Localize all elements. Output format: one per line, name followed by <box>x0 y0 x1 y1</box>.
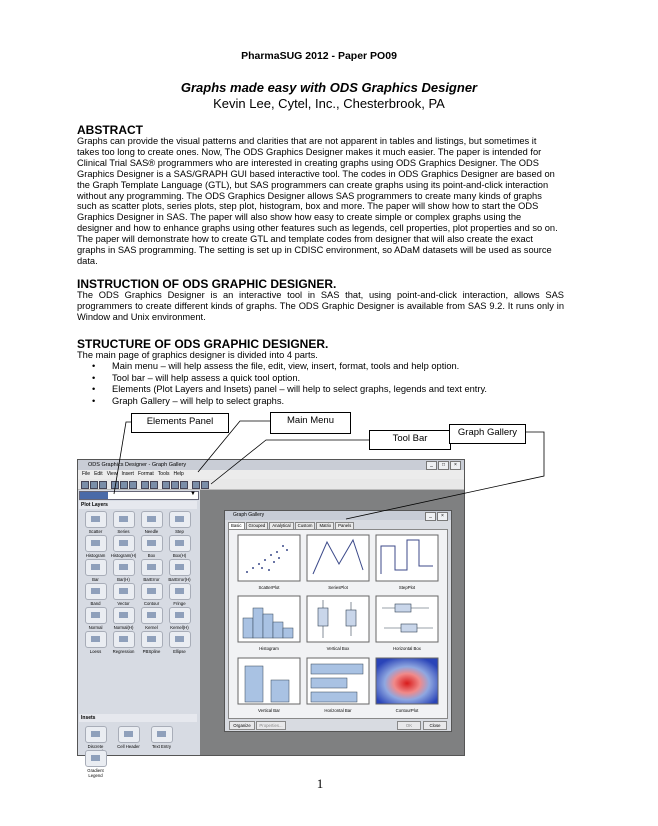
bullet-graph-gallery: • Graph Gallery – will help to select graphs. <box>92 396 487 408</box>
plot-element-icon <box>113 511 135 528</box>
inset-icon <box>85 726 107 743</box>
contour-thumb <box>376 658 438 704</box>
insets-label: Insets <box>79 714 197 722</box>
menu-item-file[interactable]: File <box>82 471 91 477</box>
plot-element-icon <box>141 583 163 600</box>
vertical-box-thumb <box>307 596 369 642</box>
paste-icon <box>129 481 137 489</box>
gallery-label-contourplot: ContourPlot <box>395 708 419 713</box>
minimize-icon: _ <box>426 461 437 470</box>
structure-intro: The main page of graphics designer is divided into 4 parts. <box>77 350 318 360</box>
gallery-close-icon: × <box>437 512 448 521</box>
inset-discrete-legend[interactable] <box>82 726 109 750</box>
element-label: Histogram <box>85 553 106 558</box>
grid-icon <box>162 481 170 489</box>
element-barerror[interactable] <box>138 559 165 583</box>
abstract-line: the Graph Template Language (GTL), but SAS programmers can create graphs using its point-and-click interaction <box>77 179 549 190</box>
element-label: Band <box>90 601 101 606</box>
element-label: Bar(H) <box>117 577 130 582</box>
save-icon <box>99 481 107 489</box>
gallery-body <box>228 529 448 719</box>
plot-element-icon <box>141 631 163 648</box>
gallery-label-horizontal-bar: Horizontal Bar <box>324 708 352 713</box>
paper-author: Kevin Lee, Cytel, Inc., Chesterbrook, PA <box>213 96 445 111</box>
element-step[interactable] <box>166 511 193 535</box>
element-label: Ellipse <box>173 649 186 654</box>
gallery-label-vertical-bar: Vertical Bar <box>258 708 280 713</box>
inset-label: Cell Header <box>117 744 140 749</box>
gallery-tab-grouped[interactable]: Grouped <box>246 522 269 530</box>
redo-icon <box>150 481 158 489</box>
abstract-line: designer and how to enhance graphs using other features such as legends, cell properties, plot properties and so on. <box>77 223 558 234</box>
page-number: 1 <box>316 776 324 791</box>
inset-text-entry[interactable] <box>148 726 175 750</box>
abstract-line: Clinical Trial SAS® programmers who are interested in creating graphs using ODS Graphics Designer. The ODS <box>77 157 539 168</box>
inset-icon <box>151 726 173 743</box>
element-box[interactable] <box>138 535 165 559</box>
insets-grid <box>82 726 175 778</box>
main-menu <box>78 470 464 479</box>
abstract-line: such as scatter plots, series plots, step plot, histogram, box and more. The paper will show how to start the ODS <box>77 201 539 212</box>
gallery-label-histogram: Histogram <box>259 646 279 651</box>
element-loess[interactable] <box>82 631 109 655</box>
element-histogram-h-[interactable] <box>110 535 137 559</box>
menu-item-insert[interactable]: Insert <box>121 471 134 477</box>
close-icon: × <box>450 461 461 470</box>
element-normal-h-[interactable] <box>110 607 137 631</box>
menu-item-format[interactable]: Format <box>137 471 154 477</box>
element-normal[interactable] <box>82 607 109 631</box>
inset-label: Text Entry <box>151 744 172 749</box>
plot-element-icon <box>113 535 135 552</box>
instruction-text: The ODS Graphics Designer is an interactive tool in SAS that, using point-and-click interaction, allows SAS programmers to create different kinds of graphs. The ODS Graphic Designer is available from SAS 9.2. It runs only in Window and Unix environment. <box>77 290 564 322</box>
gallery-thumbnails <box>229 530 447 718</box>
menu-item-tools[interactable]: Tools <box>157 471 170 477</box>
maximize-icon: □ <box>438 461 449 470</box>
structure-heading: STRUCTURE OF ODS GRAPHIC DESIGNER. <box>77 337 329 351</box>
menu-item-edit[interactable]: Edit <box>94 471 103 477</box>
menu-item-help[interactable]: Help <box>173 471 184 477</box>
element-regression[interactable] <box>110 631 137 655</box>
element-label: Fringe <box>173 601 186 606</box>
gallery-tab-matrix[interactable]: Matrix <box>316 522 334 530</box>
gallery-tab-basic[interactable]: Basic <box>228 522 245 530</box>
plot-element-icon <box>169 535 191 552</box>
plot-element-icon <box>113 583 135 600</box>
elements-combo <box>79 491 199 500</box>
seriesplot-thumb <box>307 535 369 581</box>
element-histogram[interactable] <box>82 535 109 559</box>
inset-icon <box>118 726 140 743</box>
graph-gallery-callout: Graph Gallery <box>449 424 526 444</box>
abstract-line: Graphs can provide the visual patterns and clarities that are not apparent in tables and listings, but sometimes it <box>77 136 537 146</box>
element-label: Bar <box>92 577 99 582</box>
element-band[interactable] <box>82 583 109 607</box>
element-contour[interactable] <box>138 583 165 607</box>
element-label: Kernel(H) <box>170 625 189 630</box>
designer-screenshot <box>77 459 465 778</box>
zoom-icon <box>180 481 188 489</box>
undo-icon <box>141 481 149 489</box>
abstract-line: Graphics Designer is a SAS/GRAPH GUI based interactive tool. The codes in ODS Graphics Designer are based on <box>77 168 555 179</box>
plot-layers-grid <box>82 511 193 655</box>
gallery-title: Graph Gallery <box>233 512 265 518</box>
abstract-heading: ABSTRACT <box>77 123 143 137</box>
copy-icon <box>120 481 128 489</box>
conference-header: PharmaSUG 2012 - Paper PO09 <box>241 50 397 62</box>
element-label: Scatter <box>88 529 103 534</box>
plot-element-icon <box>141 559 163 576</box>
inset-label: Gradient Legend <box>87 768 104 778</box>
instruction-heading: INSTRUCTION OF ODS GRAPHIC DESIGNER. <box>77 277 337 291</box>
abstract-line: takes too long to create ones. Now, The ODS Graphics Designer makes it much easier. The paper is intended for <box>77 146 542 157</box>
graph-gallery-dialog <box>224 510 452 732</box>
plot-element-icon <box>141 607 163 624</box>
gallery-tab-custom[interactable]: Custom <box>295 522 316 530</box>
window-title: ODS Graphics Designer - Graph Gallery <box>88 462 187 468</box>
element-label: Normal(H) <box>113 625 134 630</box>
element-vector[interactable] <box>110 583 137 607</box>
element-box-h-[interactable] <box>166 535 193 559</box>
element-label: Regression <box>112 649 135 654</box>
new-icon <box>81 481 89 489</box>
abstract-line: The paper will demonstrate how to create GTL and template codes from designer that will also create the exact <box>77 234 533 245</box>
plot-element-icon <box>85 631 107 648</box>
gallery-label-horizontal-box: Horizontal Box <box>393 646 421 651</box>
window-titlebar <box>78 460 464 470</box>
plot-element-icon <box>141 535 163 552</box>
plot-element-icon <box>169 607 191 624</box>
element-label: Histogram(H) <box>110 553 137 558</box>
element-label: Vector <box>117 601 130 606</box>
element-label: Kernel <box>145 625 158 630</box>
gallery-tab-panels[interactable]: Panels <box>335 522 354 530</box>
main-menu-callout: Main Menu <box>270 412 351 434</box>
plot-layers-label: Plot Layers <box>79 501 197 509</box>
element-label: Step <box>175 529 184 534</box>
open-icon <box>90 481 98 489</box>
element-label: BarError(H) <box>168 577 191 582</box>
element-label: Box(H) <box>172 553 187 558</box>
horizontal-box-thumb <box>376 596 438 642</box>
gallery-label-vertical-box: Vertical Box <box>326 646 350 651</box>
plot-element-icon <box>85 511 107 528</box>
element-bar-h-[interactable] <box>110 559 137 583</box>
plot-element-icon <box>141 511 163 528</box>
gallery-icon <box>192 481 200 489</box>
abstract-line: without any programming. The ODS Graphics Designer allows SAS programmers to create many kinds of graphs <box>77 190 542 201</box>
organize-button[interactable]: Organize <box>229 721 255 730</box>
plot-element-icon <box>85 583 107 600</box>
element-label: Series <box>117 529 130 534</box>
element-needle[interactable] <box>138 511 165 535</box>
gallery-label-seriesplot: SeriesPlot <box>328 585 348 590</box>
elements-panel-callout: Elements Panel <box>131 413 229 433</box>
layout-icon <box>171 481 179 489</box>
gallery-titlebar <box>225 511 451 520</box>
element-label: Box <box>147 553 156 558</box>
cut-icon <box>111 481 119 489</box>
element-kernel[interactable] <box>138 607 165 631</box>
gallery-label-stepplot: StepPlot <box>398 585 416 590</box>
element-series[interactable] <box>110 511 137 535</box>
elements-panel <box>78 490 200 778</box>
element-barerror-h-[interactable] <box>166 559 193 583</box>
abstract-line: data. <box>77 255 98 266</box>
abstract-text <box>77 136 564 267</box>
close-button[interactable]: Close <box>423 721 447 730</box>
abstract-line: Graphics Designer in SAS. The paper will also show how easy to create simple or complex graphs using the <box>77 212 522 223</box>
element-label: BarError <box>143 577 160 582</box>
element-scatter[interactable] <box>82 511 109 535</box>
element-kernel-h-[interactable] <box>166 607 193 631</box>
bullet-elements: • Elements (Plot Layers and Insets) panel – will help to select graphs, legends and text entry. <box>92 384 487 396</box>
properties-button[interactable]: Properties... <box>256 721 286 730</box>
plot-element-icon <box>169 511 191 528</box>
inset-icon <box>85 750 107 767</box>
element-fringe[interactable] <box>166 583 193 607</box>
element-pbspline[interactable] <box>138 631 165 655</box>
inset-gradient-legend[interactable] <box>82 750 109 778</box>
element-bar[interactable] <box>82 559 109 583</box>
element-label: Normal <box>88 625 103 630</box>
plot-element-icon <box>169 631 191 648</box>
paper-title: Graphs made easy with ODS Graphics Designer <box>180 80 478 95</box>
plot-element-icon <box>113 631 135 648</box>
bullet-tool-bar: • Tool bar – will help assess a quick tool option. <box>92 373 487 385</box>
abstract-line: graphs in SAS programming. The setting is set up in CDISC environment, so ADaM datasets will be used as source <box>77 245 552 256</box>
element-label: PBSpline <box>142 649 161 654</box>
inset-cell-header[interactable] <box>115 726 142 750</box>
gallery-minimize-icon: _ <box>425 512 436 521</box>
tool-bar <box>78 479 464 490</box>
tool-bar-callout: Tool Bar <box>369 430 451 450</box>
gallery-tab-analytical[interactable]: Analytical <box>269 522 293 530</box>
bullet-main-menu: • Main menu – will help assess the file, edit, view, insert, format, tools and help option. <box>92 361 487 373</box>
plot-element-icon <box>169 559 191 576</box>
element-label: Contour <box>143 601 160 606</box>
plot-element-icon <box>113 607 135 624</box>
chevron-down-icon: ▼ <box>190 491 196 497</box>
plot-element-icon <box>113 559 135 576</box>
menu-item-view[interactable]: View <box>106 471 118 477</box>
ok-button[interactable]: OK <box>397 721 421 730</box>
element-label: Loess <box>89 649 102 654</box>
plot-element-icon <box>85 535 107 552</box>
structure-bullets <box>92 361 487 407</box>
scatterplot-thumb <box>238 535 300 581</box>
element-label: Needle <box>144 529 159 534</box>
plot-element-icon <box>85 559 107 576</box>
code-icon <box>201 481 209 489</box>
plot-element-icon <box>85 607 107 624</box>
element-ellipse[interactable] <box>166 631 193 655</box>
gallery-label-scatterplot: ScatterPlot <box>258 585 280 590</box>
plot-element-icon <box>169 583 191 600</box>
inset-label: Discrete <box>87 744 104 749</box>
